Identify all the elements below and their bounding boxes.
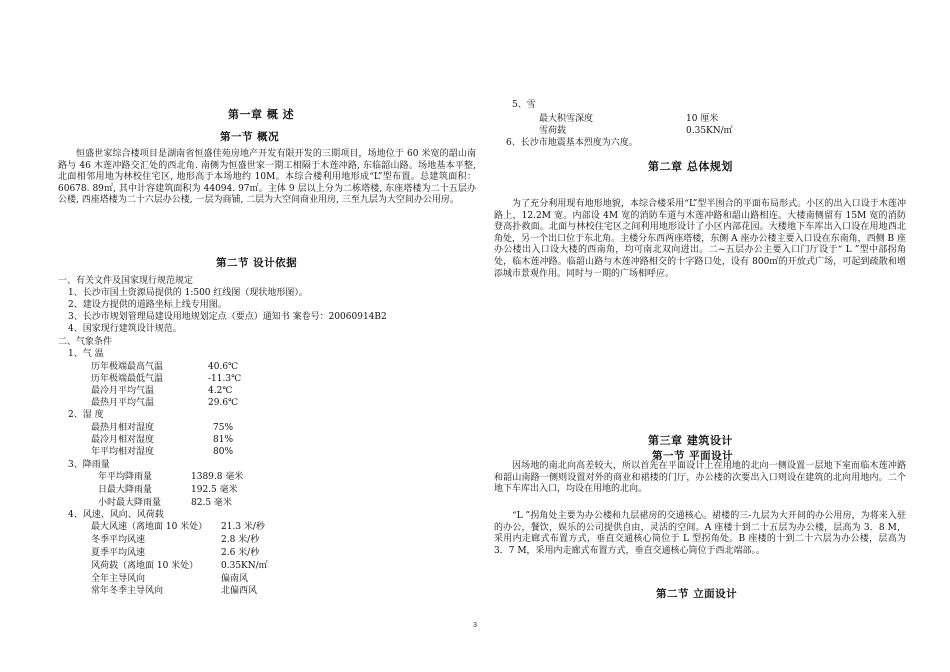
snow-value: 0.35KN/㎡: [686, 126, 733, 136]
basis-title: 一、有关文件及国家现行规范规定: [58, 276, 194, 286]
wind-value: 21.3 米/秒: [221, 522, 265, 532]
temp-value: 29.6℃: [208, 398, 239, 408]
rain-label: 小时最大降雨量: [98, 498, 162, 508]
humidity-value: 81%: [213, 435, 234, 445]
basis-item: 2、建设方提供的道路坐标上线专用图。: [68, 300, 227, 310]
chapter2-title: 第二章 总体规划: [648, 160, 733, 173]
chapter1-title: 第一章 概 述: [228, 108, 295, 121]
temp-value: 4.2℃: [208, 386, 233, 396]
snow-value: 10 厘米: [686, 114, 719, 124]
rain-title: 3、降雨量: [68, 460, 110, 470]
wind-value: 2.8 米/秒: [221, 535, 260, 545]
humidity-title: 2、湿 度: [68, 410, 104, 420]
page-number: 3: [473, 622, 477, 629]
wind-title: 4、风速、风向、风荷载: [68, 510, 164, 520]
basis-item: 3、长沙市规划管理局建设用地规划定点（要点）通知书 案卷号：20060914B2: [68, 312, 387, 322]
wind-label: 风荷载（离地面 10 米处）: [91, 561, 199, 571]
rain-value: 1389.8 毫米: [191, 472, 244, 482]
wind-label: 冬季平均风速: [91, 535, 146, 545]
overview-text: 恒盛世家综合楼项目是湖南省恒盛佳苑房地产开发有限开发的三期项目，场地位于 60 米宽的韶山南路与 46 木莲冲路交汇处的西北角. 南侧为恒盛世家一期工相隔于木莲冲路, 东临韶山路。场地基本平整, 北面相邻用地为林校住宅区, 地形高于本场地约 10M。本综合楼利用地形成“L”型布置。总建筑面积：60678. 89㎡, 其中计容建筑面积为 44094. 97㎡。主体 9 层以上分为二栋塔楼, 东座塔楼为二十五层办公楼, 西座塔楼为二十六层办公楼, 一层为商铺, 二层为大空间商业用房, 三至九层为大空间办公用房。: [58, 149, 476, 206]
section3-2-title: 第二节 立面设计: [656, 588, 738, 600]
wind-label: 全年主导风向: [91, 574, 146, 584]
temperature-title: 1、气 温: [68, 349, 104, 359]
rain-value: 192.5 毫米: [191, 485, 238, 495]
humidity-label: 最冷月相对湿度: [91, 435, 155, 445]
chapter3-title: 第三章 建筑设计: [648, 434, 733, 447]
humidity-value: 75%: [213, 423, 234, 433]
climate-title: 二、气象条件: [58, 337, 113, 347]
humidity-value: 80%: [213, 447, 234, 457]
section1-title: 第一节 概况: [220, 131, 280, 143]
section2-title: 第二节 设计依据: [216, 257, 298, 269]
snow-label: 最大积雪深度: [539, 114, 594, 124]
seismic-note: 6、长沙市地震基本烈度为六度。: [506, 138, 638, 148]
section3-1-title: 第一节 平面设计: [652, 450, 734, 462]
wind-value: 偏南风: [221, 574, 249, 584]
basis-item: 1、长沙市国土资源局提供的 1:500 红线图（现状地形图）。: [68, 288, 308, 298]
plan-paragraph-1: [494, 461, 906, 496]
planning-paragraph: [494, 199, 906, 280]
basis-item: 4、国家现行建筑设计规范。: [68, 324, 182, 334]
humidity-label: 年平均相对湿度: [91, 447, 155, 457]
temp-label: 历年极端最高气温: [91, 362, 164, 372]
rain-label: 年平均降雨量: [98, 472, 153, 482]
wind-label: 常年冬季主导风向: [91, 586, 164, 596]
planning-text: 为了充分利用现有地形地貌，本综合楼采用“L”型半围合的平面布局形式。小区的出入口设于木莲冲路上，12.2M 宽。内部设 4M 宽的消防车道与木莲冲路和韶山路相连。大楼南侧留有 15M 宽的消防登高扑救面。北面与林校住宅区之间利用地形设计了小区内部花园。大楼地下车库出入口设在用地西北角处，另一个出口位于东北角。主楼分东西两座塔楼，东侧 A 座办公楼主要入口设在东南角，西侧 B 座办公楼出入口设大楼的西南角，均可南北双向进出。二~五层办公主要入口门厅设于“ L ”型中部拐角处，临木莲冲路。临韶山路与木莲冲路相交的十字路口处，设有 800㎡的开放式广场，可起到疏散和增添城市景观作用。同时与一期的广场相呼应。: [494, 199, 906, 279]
temp-label: 最冷月平均气温: [91, 386, 155, 396]
wind-value: 0.35KN/㎡: [221, 561, 268, 571]
snow-label: 雪荷载: [539, 126, 567, 136]
wind-label: 最大风速（离地面 10 米处）: [91, 522, 208, 532]
wind-value: 2.6 米/秒: [221, 548, 260, 558]
plan-text-1: 因场地的南北向高差较大，所以首先在平面设计上在用地的北向一侧设置一层地下室而临木莲冲路和韶山南路一侧则设置对外的商业和裙楼的门厅，办公楼的次要出入口则设在建筑的北向用地内。二个地下车库出入口，均设在用地的北向。: [494, 461, 906, 495]
rain-value: 82.5 毫米: [191, 498, 232, 508]
plan-paragraph-2: [494, 511, 906, 557]
wind-value: 北偏西风: [221, 586, 258, 596]
wind-label: 夏季平均风速: [91, 548, 146, 558]
overview-paragraph: [58, 149, 476, 207]
snow-title: 5、雪: [512, 100, 536, 110]
temp-label: 最热月平均气温: [91, 398, 155, 408]
plan-text-2: “L ”拐角处主要为办公楼和九层裙房的交通核心。裙楼的三-九层为大开间的办公用房，为将来入驻的办公，餐饮，娱乐的公司提供自由，灵活的空间。A 座楼十到二十五层为办公楼，层高为 3．8 M，采用内走廊式布置方式，垂直交通核心筒位于 L 型拐角处。B 座楼的十到二十六层为办公楼，层高为 3．7 M，采用内走廊式布置方式，垂直交通核心筒位于西北端部。。: [494, 511, 906, 556]
temp-value: -11.3℃: [208, 374, 242, 384]
temp-value: 40.6℃: [208, 362, 239, 372]
rain-label: 日最大降雨量: [98, 485, 153, 495]
temp-label: 历年极端最低气温: [91, 374, 164, 384]
humidity-label: 最热月相对湿度: [91, 423, 155, 433]
